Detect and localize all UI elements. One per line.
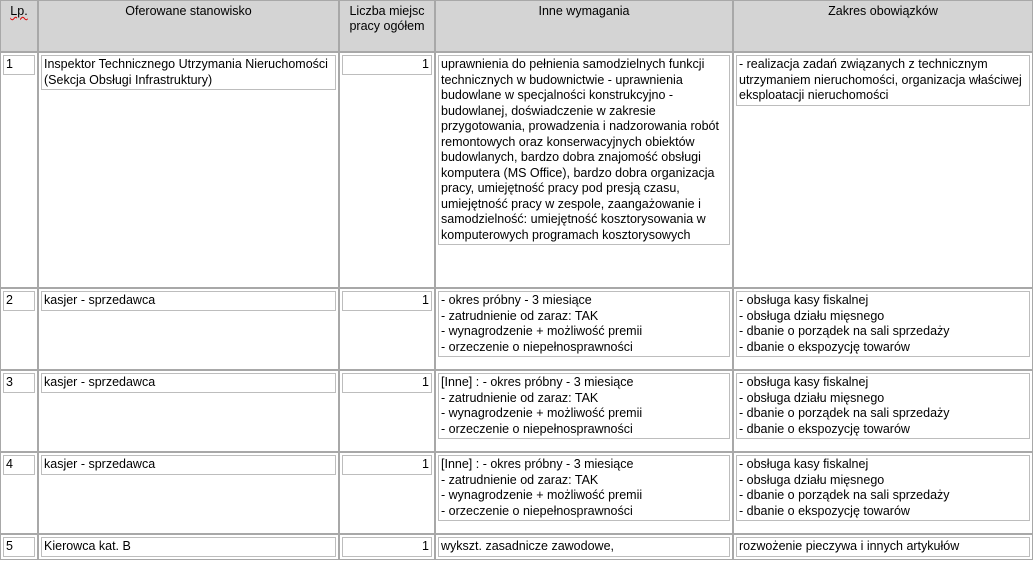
row-requirements[interactable]: [Inne] : - okres próbny - 3 miesiące - zatrudnienie od zaraz: TAK - wynagrodzenie + możliwość premii - orzeczenie o niepełnosprawności	[435, 452, 733, 534]
row-lp: 3	[0, 370, 38, 452]
row-requirements[interactable]: wykszt. zasadnicze zawodowe,	[435, 534, 733, 560]
header-requirements: Inne wymagania	[435, 0, 733, 52]
row-requirements[interactable]: - okres próbny - 3 miesiące - zatrudnienie od zaraz: TAK - wynagrodzenie + możliwość premii - orzeczenie o niepełnosprawności	[435, 288, 733, 370]
row-duties[interactable]: - obsługa kasy fiskalnej - obsługa działu mięsnego - dbanie o porządek na sali sprzedaży - dbanie o ekspozycję towarów	[733, 370, 1033, 452]
row-requirements[interactable]: [Inne] : - okres próbny - 3 miesiące - zatrudnienie od zaraz: TAK - wynagrodzenie + możliwość premii - orzeczenie o niepełnosprawności	[435, 370, 733, 452]
row-position[interactable]: kasjer - sprzedawca	[38, 370, 339, 452]
row-count[interactable]: 1	[339, 452, 435, 534]
row-count[interactable]: 1	[339, 288, 435, 370]
row-lp: 1	[0, 52, 38, 288]
table-row	[0, 452, 1033, 534]
row-position[interactable]: Inspektor Technicznego Utrzymania Nieruchomości (Sekcja Obsługi Infrastruktury)	[38, 52, 339, 288]
header-position: Oferowane stanowisko	[38, 0, 339, 52]
table-row	[0, 370, 1033, 452]
row-position[interactable]: kasjer - sprzedawca	[38, 288, 339, 370]
row-lp: 5	[0, 534, 38, 560]
header-count: Liczba miejsc pracy ogółem	[339, 0, 435, 52]
header-lp: Lp.	[0, 0, 38, 52]
row-duties[interactable]: - realizacja zadań związanych z technicznym utrzymaniem nieruchomości, organizacja właściwej eksploatacji nieruchomości	[733, 52, 1033, 288]
row-count[interactable]: 1	[339, 534, 435, 560]
row-lp: 2	[0, 288, 38, 370]
row-count[interactable]: 1	[339, 370, 435, 452]
header-duties: Zakres obowiązków	[733, 0, 1033, 52]
row-position[interactable]: kasjer - sprzedawca	[38, 452, 339, 534]
row-duties[interactable]: - obsługa kasy fiskalnej - obsługa działu mięsnego - dbanie o porządek na sali sprzedaży - dbanie o ekspozycję towarów	[733, 288, 1033, 370]
table-row	[0, 52, 1033, 288]
header-row	[0, 0, 1033, 52]
row-duties[interactable]: rozwożenie pieczywa i innych artykułów	[733, 534, 1033, 560]
row-lp: 4	[0, 452, 38, 534]
row-duties[interactable]: - obsługa kasy fiskalnej - obsługa działu mięsnego - dbanie o porządek na sali sprzedaży - dbanie o ekspozycję towarów	[733, 452, 1033, 534]
row-requirements[interactable]: uprawnienia do pełnienia samodzielnych funkcji technicznych w budownictwie - uprawnienia budowlane w specjalności konstrukcyjno - budowlanej, doświadczenie w zakresie przygotowania, prowadzenia i nadzorowania robót remontowych oraz konserwacyjnych obiektów budowlanych, bardzo dobra znajomość obsługi komputera (MS Office), bardzo dobra organizacja pracy, umiejętność pracy pod presją czasu, umiejętność pracy w zespole, zaangażowanie i samodzielność: umiejętność kosztorysowania w komputerowych programach kosztorysowych	[435, 52, 733, 288]
table-row	[0, 288, 1033, 370]
table-row	[0, 534, 1033, 560]
row-position[interactable]: Kierowca kat. B	[38, 534, 339, 560]
row-count[interactable]: 1	[339, 52, 435, 288]
